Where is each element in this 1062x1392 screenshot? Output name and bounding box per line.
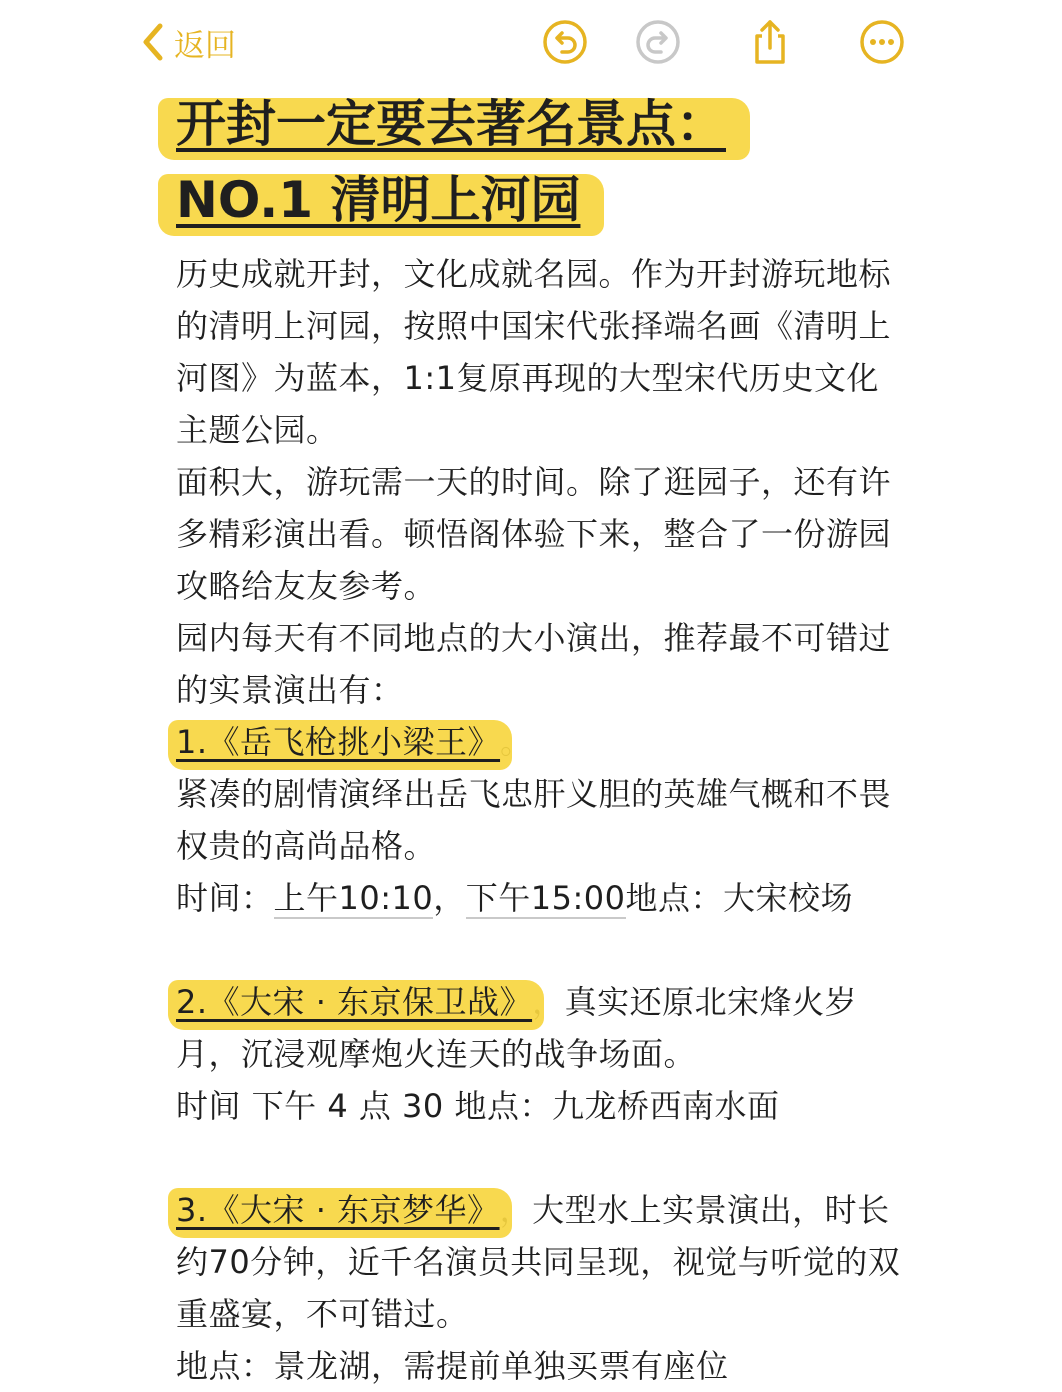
spacer [176, 1132, 906, 1184]
more-icon[interactable] [858, 18, 906, 66]
spacer [176, 924, 906, 976]
show-1-time-a: 上午10:10 [273, 879, 434, 917]
show-1-heading-line [176, 716, 906, 768]
show-1-time-prefix: 时间： [176, 879, 274, 917]
show-2-heading: 2.《大宋 · 东京保卫战》 [176, 976, 532, 1028]
show-2-desc: ，真实还原北宋烽火岁月，沉浸观摩炮火连天的战争场面。 [176, 983, 858, 1073]
show-3-heading: 3.《大宋 · 东京梦华》 [176, 1184, 500, 1236]
show-2-desc-block [176, 976, 906, 1080]
note-body[interactable] [176, 84, 906, 1392]
show-1-heading-suffix: 。 [500, 723, 533, 761]
show-3-info: 地点：景龙湖，需提前单独买票有座位 [176, 1347, 729, 1385]
note-title-line-1: 开封一定要去著名景点： [176, 95, 726, 153]
intro-paragraph: 历史成就开封，文化成就名园。作为开封游玩地标的清明上河园，按照中国宋代张择端名画《清明上河图》为蓝本，1:1复原再现的大型宋代历史文化主题公园。 [176, 255, 892, 449]
show-2-info: 时间 下午 4 点 30 地点：九龙桥西南水面 [176, 1087, 780, 1125]
back-label: 返回 [174, 27, 236, 64]
share-icon[interactable] [746, 18, 794, 66]
show-1-desc: 紧凑的剧情演绎出岳飞忠肝义胆的英雄气概和不畏权贵的高尚品格。 [176, 775, 892, 865]
duration-paragraph: 面积大，游玩需一天的时间。除了逛园子，还有许多精彩演出看。顿悟阁体验下来，整合了一份游园攻略给友友参考。 [176, 463, 892, 605]
show-1-heading: 1.《岳飞枪挑小梁王》 [176, 716, 500, 768]
show-3-desc-block [176, 1184, 906, 1340]
show-1-time-b: 下午15:00 [465, 879, 626, 917]
undo-icon[interactable] [541, 18, 589, 66]
show-1-time-suffix: 地点：大宋校场 [625, 879, 854, 917]
show-1-time-sep: ， [433, 879, 466, 917]
note-title-line-2: NO.1 清明上河园 [176, 171, 581, 229]
chevron-left-icon [140, 22, 166, 62]
redo-icon[interactable] [634, 18, 682, 66]
show-3-desc: ，大型水上实景演出，时长约70分钟，近千名演员共同呈现，视觉与听觉的双重盛宴，不可错过。 [176, 1191, 901, 1333]
note-toolbar [0, 0, 1062, 88]
shows-intro-paragraph: 园内每天有不同地点的大小演出，推荐最不可错过的实景演出有： [176, 619, 892, 709]
back-button[interactable] [140, 18, 236, 66]
show-1-info [176, 872, 906, 924]
